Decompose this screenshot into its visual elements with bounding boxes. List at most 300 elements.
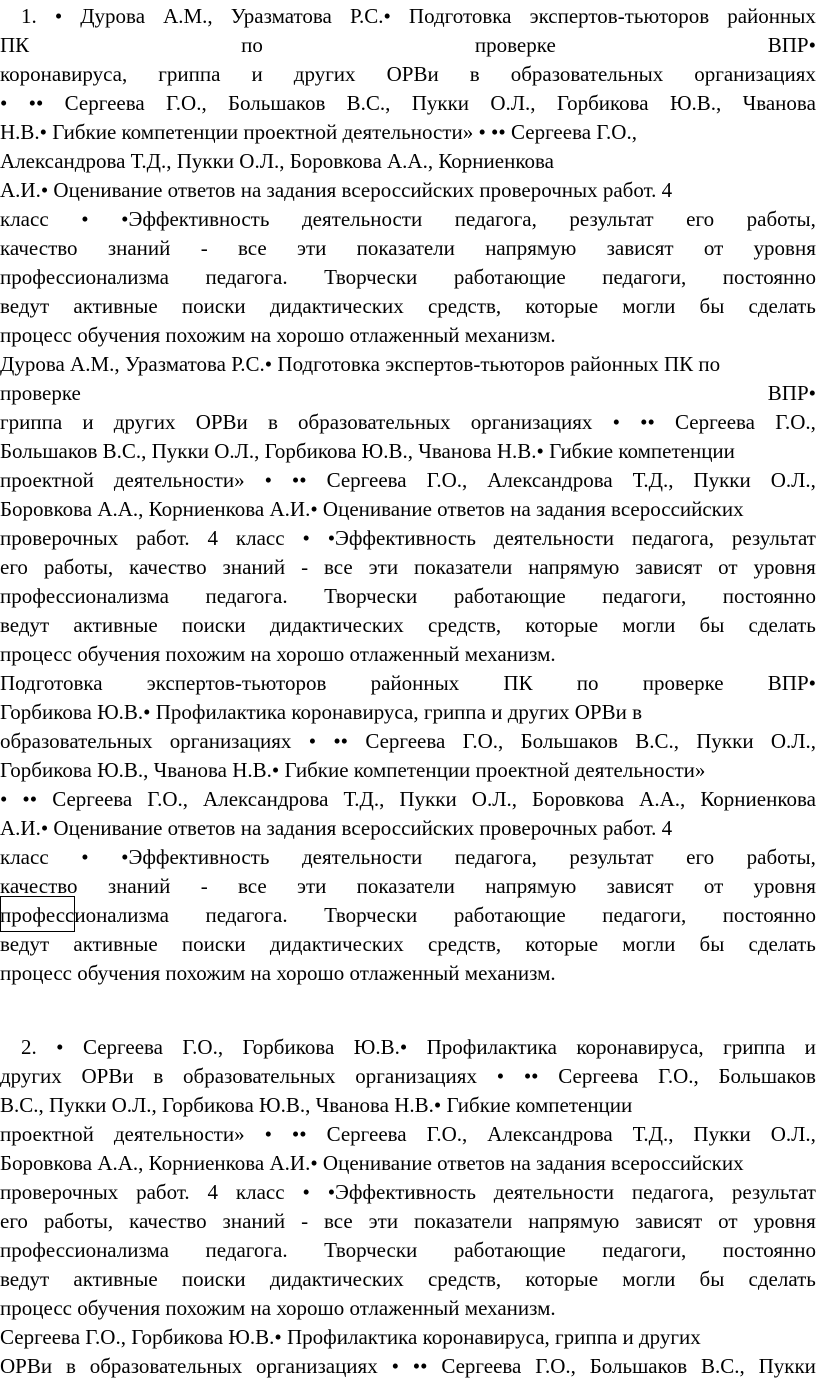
word: профессионализма xyxy=(0,903,169,927)
word: работы, xyxy=(43,555,114,579)
word: педагога, xyxy=(454,207,537,231)
word: по xyxy=(576,671,599,695)
word: - xyxy=(200,874,208,898)
word: ОРВи xyxy=(386,62,439,86)
text-line xyxy=(0,118,816,147)
line-text: Горбикова Ю.В.• Профилактика коронавируса, гриппа и других ОРВи в xyxy=(0,700,642,724)
word: Уразматова xyxy=(230,4,332,28)
word: А.М., xyxy=(163,4,213,28)
word: гриппа xyxy=(158,62,221,86)
word: знаний xyxy=(107,874,171,898)
word: ведут xyxy=(0,1267,50,1291)
word: • xyxy=(264,1122,272,1146)
word: Пукки xyxy=(399,787,457,811)
word: знаний xyxy=(222,1209,286,1233)
word: деятельности xyxy=(301,845,423,869)
word: и xyxy=(804,1035,816,1059)
word: напрямую xyxy=(485,236,577,260)
word: организациях xyxy=(694,62,816,86)
text-line xyxy=(0,901,816,930)
word: ВПР• xyxy=(767,381,816,405)
word: •• xyxy=(22,787,38,811)
text-line xyxy=(0,495,816,524)
text-line xyxy=(0,582,816,611)
word: проверочных xyxy=(0,1180,119,1204)
word: Г.О., xyxy=(182,1035,224,1059)
line-text: процесс обучения похожим на хорошо отлаженный механизм. xyxy=(0,642,556,666)
word: В.С., xyxy=(635,729,679,753)
word: бы xyxy=(699,294,725,318)
word: О.Л., xyxy=(471,787,517,811)
word: •• xyxy=(291,1122,307,1146)
text-line xyxy=(0,524,816,553)
text-line xyxy=(0,1120,816,1149)
word: педагоги, xyxy=(602,1238,687,1262)
word: проверке xyxy=(642,671,724,695)
word: от xyxy=(703,874,724,898)
word: ОРВи xyxy=(81,1064,134,1088)
word: экспертов-тьюторов xyxy=(146,671,327,695)
text-line xyxy=(0,727,816,756)
word: образовательных xyxy=(298,410,451,434)
line-text: процесс обучения похожим на хорошо отлаженный механизм. xyxy=(0,323,556,347)
word: Сергеева xyxy=(441,1354,522,1378)
word: от xyxy=(718,1209,738,1233)
word: бы xyxy=(699,932,725,956)
word: деятельности» xyxy=(113,1122,245,1146)
word: других xyxy=(0,1064,62,1088)
word: Боровкова xyxy=(532,787,625,811)
word: работ. xyxy=(136,526,190,550)
word: Т.Д., xyxy=(632,468,674,492)
word: Сергеева xyxy=(52,787,133,811)
word: • xyxy=(308,729,317,753)
word: педагога. xyxy=(205,903,288,927)
text-line xyxy=(0,31,816,60)
word: организациях xyxy=(355,1064,477,1088)
word: зависят xyxy=(606,236,674,260)
word: педагога. xyxy=(205,1238,288,1262)
word: •• xyxy=(291,468,307,492)
text-line xyxy=(0,814,816,843)
word: Сергеева xyxy=(558,1064,639,1088)
word: постоянно xyxy=(722,903,816,927)
word: профессионализма xyxy=(0,584,169,608)
word: эти xyxy=(368,1209,399,1233)
word: коронавируса, xyxy=(0,62,128,86)
word: •• xyxy=(523,1064,539,1088)
word: напрямую xyxy=(528,1209,620,1233)
word: средств, xyxy=(427,294,502,318)
word: Дурова xyxy=(80,4,146,28)
word: педагоги, xyxy=(602,265,687,289)
word: А.А., xyxy=(639,787,686,811)
word: уровня xyxy=(753,1209,816,1233)
word: • xyxy=(391,1354,399,1378)
word: Сергеева xyxy=(365,729,446,753)
word: •• xyxy=(640,410,655,434)
word: поиски xyxy=(181,1267,246,1291)
word: В.С., xyxy=(700,1354,745,1378)
word: Г.О., xyxy=(426,1122,468,1146)
word: проверке xyxy=(0,381,81,405)
word: поиски xyxy=(181,294,246,318)
word: работающие xyxy=(453,1238,566,1262)
text-line xyxy=(0,611,816,640)
word: работы, xyxy=(746,845,816,869)
word: Г.О., xyxy=(775,410,816,434)
word: сделать xyxy=(748,932,816,956)
word: зависят xyxy=(606,874,674,898)
word: •Эффективность xyxy=(327,1180,476,1204)
word: организациях xyxy=(470,410,593,434)
word: активные xyxy=(73,932,158,956)
word: Сергеева xyxy=(674,410,756,434)
word: гриппа xyxy=(723,1035,786,1059)
word: Чванова xyxy=(742,91,816,115)
text-line xyxy=(0,1178,816,1207)
word: деятельности» xyxy=(113,468,245,492)
word: все xyxy=(237,236,267,260)
text-line xyxy=(0,466,816,495)
word: средств, xyxy=(427,932,502,956)
word: Горбикова xyxy=(242,1035,335,1059)
word: • xyxy=(81,845,89,869)
word: •Эффективность xyxy=(327,526,476,550)
text-line xyxy=(0,1265,816,1294)
word: Большаков xyxy=(227,91,326,115)
word: проектной xyxy=(0,1122,94,1146)
word: класс xyxy=(0,845,49,869)
text-line xyxy=(0,1091,816,1120)
text-line xyxy=(0,292,816,321)
word: эти xyxy=(296,236,327,260)
word: - xyxy=(301,1209,309,1233)
word: проверке xyxy=(474,33,556,57)
word: образовательных xyxy=(183,1064,336,1088)
word: педагога. xyxy=(205,265,288,289)
word: активные xyxy=(73,294,158,318)
word: знаний xyxy=(222,555,286,579)
word: •• xyxy=(333,729,349,753)
word: • xyxy=(264,468,272,492)
text-line xyxy=(0,1294,816,1323)
line-text: А.И.• Оценивание ответов на задания всероссийских проверочных работ. 4 xyxy=(0,178,673,202)
word: его xyxy=(686,845,715,869)
text-line xyxy=(0,60,816,89)
word: Творчески xyxy=(324,265,418,289)
word: педагоги, xyxy=(602,584,687,608)
line-text: А.И.• Оценивание ответов на задания всероссийских проверочных работ. 4 xyxy=(0,816,673,840)
word: Пукки xyxy=(411,91,470,115)
word: напрямую xyxy=(528,555,620,579)
word: результат xyxy=(569,845,654,869)
word: Сергеева xyxy=(82,1035,163,1059)
word: могли xyxy=(622,294,676,318)
text-line xyxy=(0,1207,816,1236)
text-line xyxy=(0,408,816,437)
word: 4 xyxy=(207,526,219,550)
word: Пукки xyxy=(758,1354,816,1378)
word: •Эффективность xyxy=(121,845,270,869)
word: Творчески xyxy=(324,1238,418,1262)
word: ПК xyxy=(0,33,30,57)
word: ведут xyxy=(0,932,50,956)
text-line xyxy=(0,785,816,814)
text-line xyxy=(0,843,816,872)
line-text: Большаков В.С., Пукки О.Л., Горбикова Ю.В., Чванова Н.В.• Гибкие компетенции xyxy=(0,439,735,463)
word: Горбикова xyxy=(556,91,649,115)
word: • xyxy=(54,4,63,28)
text-line xyxy=(0,147,816,176)
word: результат xyxy=(569,207,654,231)
word: коронавируса, xyxy=(576,1035,704,1059)
word: постоянно xyxy=(722,265,816,289)
word: Александрова xyxy=(203,787,329,811)
word: профессионализма xyxy=(0,1238,169,1262)
word: • xyxy=(496,1064,505,1088)
word: качество xyxy=(129,1209,207,1233)
word: могли xyxy=(622,1267,676,1291)
text-line xyxy=(0,350,816,379)
word: работы, xyxy=(746,207,816,231)
word: 1. xyxy=(0,4,37,28)
word: качество xyxy=(129,555,207,579)
word: работ. xyxy=(136,1180,190,1204)
word: все xyxy=(324,555,353,579)
word: могли xyxy=(622,613,676,637)
word: образовательных xyxy=(89,1354,243,1378)
text-line xyxy=(0,176,816,205)
word: ВПР• xyxy=(767,671,816,695)
word: •• xyxy=(412,1354,428,1378)
word: Творчески xyxy=(324,903,418,927)
text-line xyxy=(0,1352,816,1381)
word: экспертов-тьюторов xyxy=(529,4,710,28)
text-line xyxy=(0,1149,816,1178)
word: сделать xyxy=(748,613,816,637)
word: организациях xyxy=(256,1354,378,1378)
word: Т.Д., xyxy=(343,787,385,811)
word: в xyxy=(65,1354,76,1378)
word: работы, xyxy=(43,1209,114,1233)
word: все xyxy=(237,874,267,898)
word: дидактических xyxy=(269,294,404,318)
word: Ю.В.• xyxy=(353,1035,408,1059)
word: бы xyxy=(699,613,725,637)
text-line xyxy=(0,89,816,118)
word: по xyxy=(241,33,263,57)
word: Александрова xyxy=(487,468,613,492)
text-line xyxy=(0,872,816,901)
word: Р.С.• xyxy=(349,4,391,28)
word: Сергеева xyxy=(64,91,145,115)
word: Пукки xyxy=(693,1122,751,1146)
word: его xyxy=(0,1209,28,1233)
word: качество xyxy=(0,874,78,898)
word: его xyxy=(0,555,28,579)
word: Сергеева xyxy=(326,468,407,492)
word: ведут xyxy=(0,294,50,318)
word: класс xyxy=(235,1180,285,1204)
word: гриппа xyxy=(0,410,63,434)
word: • xyxy=(302,526,310,550)
word: класс xyxy=(0,207,49,231)
word: которые xyxy=(525,1267,599,1291)
word: в xyxy=(267,410,278,434)
text-line xyxy=(0,234,816,263)
word: 4 xyxy=(207,1180,219,1204)
word: Г.О., xyxy=(426,468,468,492)
line-text: процесс обучения похожим на хорошо отлаженный механизм. xyxy=(0,961,556,985)
line-text: процесс обучения похожим на хорошо отлаженный механизм. xyxy=(0,1296,556,1320)
word: дидактических xyxy=(269,932,404,956)
word: дидактических xyxy=(269,1267,404,1291)
word: в xyxy=(469,62,480,86)
word: других xyxy=(293,62,356,86)
word: 2. xyxy=(0,1035,37,1059)
word: показатели xyxy=(414,1209,513,1233)
word: деятельности xyxy=(301,207,423,231)
word: Г.О., xyxy=(166,91,207,115)
word: Александрова xyxy=(487,1122,613,1146)
text-line xyxy=(0,205,816,234)
word: проектной xyxy=(0,468,94,492)
word: образовательных xyxy=(0,729,153,753)
text-line xyxy=(0,1323,816,1352)
word: О.Л., xyxy=(770,729,816,753)
word: средств, xyxy=(427,1267,502,1291)
word: Профилактика xyxy=(426,1035,557,1059)
text-line xyxy=(0,959,816,988)
word: все xyxy=(324,1209,353,1233)
word: которые xyxy=(525,613,599,637)
word: О.Л., xyxy=(770,468,816,492)
word: эти xyxy=(296,874,327,898)
word: активные xyxy=(73,613,158,637)
word: работающие xyxy=(453,903,566,927)
word: постоянно xyxy=(722,584,816,608)
text-line xyxy=(0,379,816,408)
word: • xyxy=(302,1180,310,1204)
word: показатели xyxy=(356,236,455,260)
word: и xyxy=(251,62,263,86)
word: зависят xyxy=(635,1209,703,1233)
word: могли xyxy=(622,932,676,956)
word: уровня xyxy=(753,874,816,898)
word: сделать xyxy=(748,1267,816,1291)
text-line xyxy=(0,1236,816,1265)
word: которые xyxy=(525,294,599,318)
word: ведут xyxy=(0,613,50,637)
word: класс xyxy=(235,526,285,550)
word: районных xyxy=(727,4,816,28)
word: районных xyxy=(370,671,460,695)
word: бы xyxy=(699,1267,725,1291)
text-line xyxy=(0,669,816,698)
word: работающие xyxy=(453,584,566,608)
word: Корниенкова xyxy=(700,787,816,811)
word: Творчески xyxy=(324,584,418,608)
word: Большаков xyxy=(589,1354,688,1378)
word: напрямую xyxy=(485,874,577,898)
word: Ю.В., xyxy=(669,91,722,115)
word: результат xyxy=(731,1180,816,1204)
word: ПК xyxy=(503,671,533,695)
word: ОРВи xyxy=(195,410,248,434)
word: от xyxy=(718,555,738,579)
word: показатели xyxy=(414,555,513,579)
word: • xyxy=(56,1035,64,1059)
word: деятельности xyxy=(493,526,615,550)
word: средств, xyxy=(427,613,502,637)
text-line xyxy=(0,640,816,669)
word: активные xyxy=(73,1267,158,1291)
word: уровня xyxy=(753,236,816,260)
word: эти xyxy=(368,555,399,579)
word: постоянно xyxy=(722,1238,816,1262)
word: •Эффективность xyxy=(121,207,270,231)
line-text: Боровкова А.А., Корниенкова А.И.• Оценивание ответов на задания всероссийских xyxy=(0,497,744,521)
word: поиски xyxy=(181,613,246,637)
word: •• xyxy=(28,91,44,115)
word: Г.О., xyxy=(462,729,504,753)
line-text: Н.В.• Гибкие компетенции проектной деятельности» • •• Сергеева Г.О., xyxy=(0,120,637,144)
word: Г.О., xyxy=(147,787,188,811)
word: педагога. xyxy=(205,584,288,608)
text-line xyxy=(0,930,816,959)
line-text: Дурова А.М., Уразматова Р.С.• Подготовка экспертов-тьюторов районных ПК по xyxy=(0,352,721,376)
word: организациях xyxy=(169,729,292,753)
word: • xyxy=(612,410,620,434)
word: - xyxy=(200,236,208,260)
word: и xyxy=(82,410,94,434)
text-line xyxy=(0,2,816,31)
word: педагога, xyxy=(631,526,714,550)
word: педагога, xyxy=(454,845,537,869)
word: Пукки xyxy=(696,729,754,753)
word: зависят xyxy=(635,555,703,579)
line-text: В.С., Пукки О.Л., Горбикова Ю.В., Чванова Н.В.• Гибкие компетенции xyxy=(0,1093,633,1117)
word: деятельности xyxy=(493,1180,615,1204)
word: Подготовка xyxy=(408,4,512,28)
line-text: Сергеева Г.О., Горбикова Ю.В.• Профилактика коронавируса, гриппа и других xyxy=(0,1325,701,1349)
word: уровня xyxy=(753,555,816,579)
word: Пукки xyxy=(693,468,751,492)
word: проверочных xyxy=(0,526,119,550)
word: знаний xyxy=(107,236,171,260)
word: Подготовка xyxy=(0,671,103,695)
text-line xyxy=(0,756,816,785)
word: Сергеева xyxy=(326,1122,407,1146)
word: педагоги, xyxy=(602,903,687,927)
text-line xyxy=(0,263,816,292)
word: в xyxy=(153,1064,164,1088)
word: профессионализма xyxy=(0,265,169,289)
line-text: Боровкова А.А., Корниенкова А.И.• Оценивание ответов на задания всероссийских xyxy=(0,1151,744,1175)
word: О.Л., xyxy=(490,91,536,115)
word: О.Л., xyxy=(770,1122,816,1146)
line-text: Александрова Т.Д., Пукки О.Л., Боровкова А.А., Корниенкова xyxy=(0,149,554,173)
word: Большаков xyxy=(718,1064,816,1088)
word: работающие xyxy=(453,265,566,289)
word: от xyxy=(703,236,724,260)
word: образовательных xyxy=(510,62,664,86)
word: - xyxy=(301,555,309,579)
word: Г.О., xyxy=(658,1064,699,1088)
word: ОРВи xyxy=(0,1354,53,1378)
word: качество xyxy=(0,236,78,260)
